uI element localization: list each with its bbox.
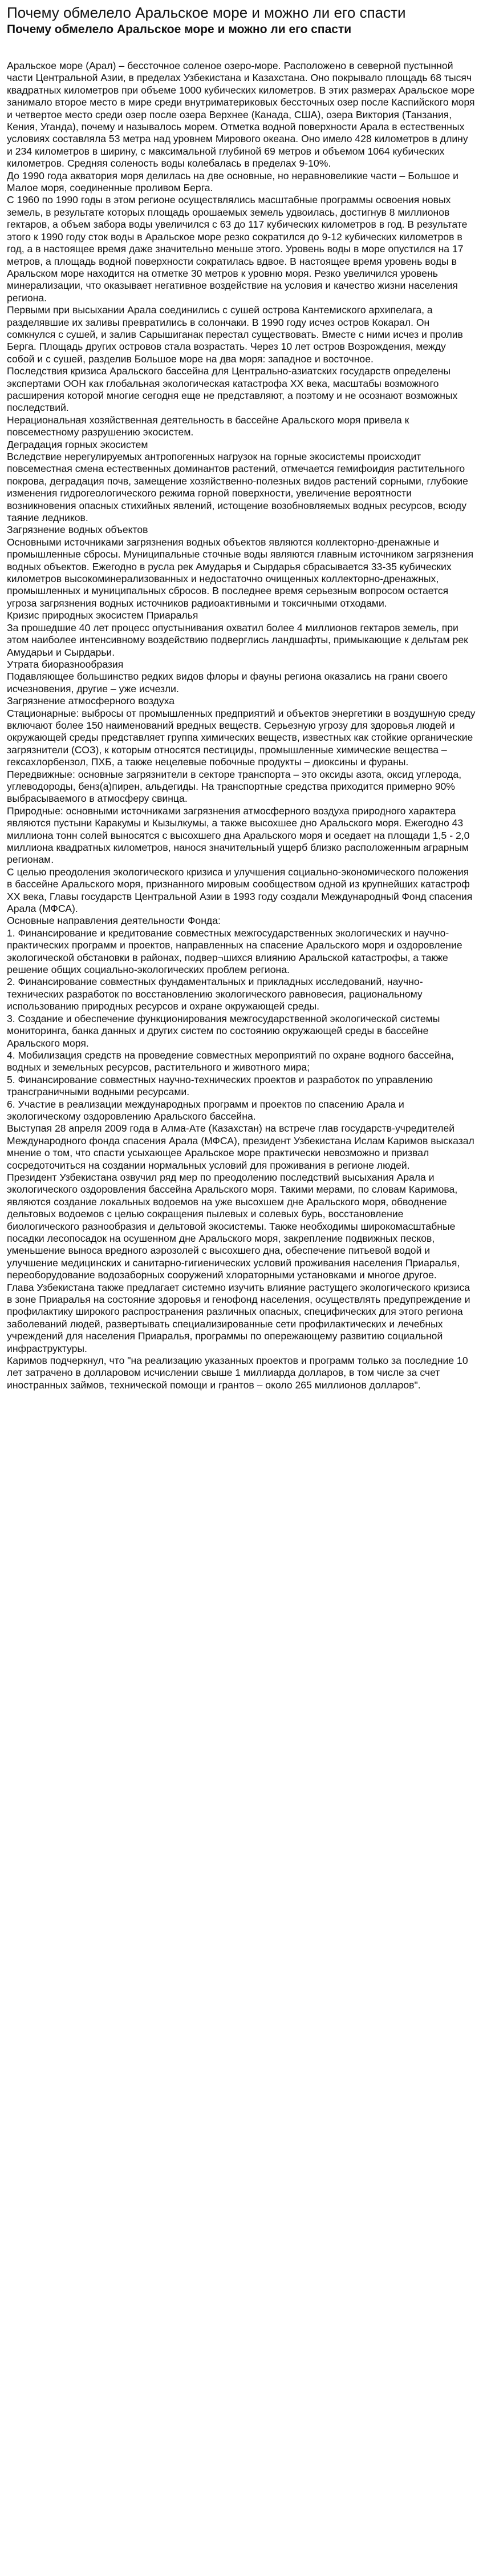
page-title: Почему обмелело Аральское море и можно ли его спасти xyxy=(7,4,406,21)
paragraph: Первыми при высыхании Арала соединились с сушей острова Кантемиского архипелага, а разделявшие их заливы превратились в солончаки. В 1990 году исчез остров Кокарал. Он сомкнулся с сушей, и залив Сарышиганак перестал существовать. Вместе с ними исчез и пролив Берга. Площадь других островов стала возрастать. Через 10 лет остров Возрождения, между собой и с сушей, разделив Большое море на два моря: западное и восточное. xyxy=(7,304,463,365)
paragraph: Кризис природных экосистем Приаралья xyxy=(7,609,198,621)
paragraph: Загрязнение водных объектов xyxy=(7,524,148,536)
paragraph: Стационарные: выбросы от промышленных предприятий и объектов энергетики в воздушную среду включают более 150 наименований вредных веществ. Серьезную угрозу для здоровья людей и окружающей среды представляет группа химических веществ, известных как стойкие органические загрязнители (СОЗ), к которым относятся пестициды, промышленные химические вещества – гексахлорбензол, ПХБ, а также нецелевые побочные продукты – диоксины и фураны. xyxy=(7,707,476,768)
paragraph: Передвижные: основные загрязнители в секторе транспорта – это оксиды азота, оксид углерода, углеводороды, бенз(а)пирен, альдегиды. На транспортные средства приходится примерно 90% выбрасываемого в атмосферу свинца. xyxy=(7,768,462,805)
paragraph: Основные направления деятельности Фонда: 1. Финансирование и кредитование совместных межгосударственных экологических и научно-практических программ и проектов, направленных на спасение Аральского моря и оздоровление экологической обстановки в районах, подвер¬шихся влиянию Аральской катастрофы, а также решение общих социально-экологических проблем региона. 2. Финансирование совместных фундаментальных и прикладных исследований, научно-технических разработок по восстановлению экологического равновесия, рациональному использованию природных ресурсов и охране окружающей среды. 3. Создание и обеспечение функционирования межгосударственной экологической системы мониторинга, банка данных и других систем по состоянию окружающей среды в бассейне Аральского моря. 4. Мобилизация средств на проведение совместных мероприятий по охране водного бассейна, водных и земельных ресурсов, растительного и животного мира; 5. Финансирование совместных научно-технических проектов и разработок по управлению трансграничными водными ресурсами. 6. Участие в реализации международных программ и проектов по спасению Арала и экологическому оздоровлению Аральского бассейна. xyxy=(7,915,462,1122)
paragraph: Глава Узбекистана также предлагает системно изучить влияние растущего экологического кризиса в зоне Приаралья на состояние здоровья и генофонд населения, осуществлять предупреждение и профилактику широкого распространения различных опасных, специфических для этого региона заболеваний людей, развертывать специализированные сети профилактических и лечебных учреждений для населения Приаралья, программы по опережающему развитию социальной инфраструктуры. xyxy=(7,1281,470,1354)
paragraph: Природные: основными источниками загрязнения атмосферного воздуха природного характера являются пустыни Каракумы и Кызылкумы, а также высохшее дно Аральского моря. Ежегодно 43 миллиона тонн солей выносятся с высохшего дна Аральского моря и оседает на площади 1,5 - 2,0 миллиона квадратных километров, нанося значительный ущерб близко расположенным аграрным регионам. xyxy=(7,805,470,866)
paragraph: За прошедшие 40 лет процесс опустынивания охватил более 4 миллионов гектаров земель, при этом наиболее интенсивному воздействию подверглись ландшафты, примыкающие к дельтам рек Амударьи и Сырдарьи. xyxy=(7,621,468,658)
paragraph: Утрата биоразнообразия xyxy=(7,658,124,670)
paragraph: Нерациональная хозяйственная деятельность в бассейне Аральского моря привела к повсеместному разрушению экосистем. xyxy=(7,414,409,438)
article-body xyxy=(7,60,476,1391)
paragraph: Деградация горных экосистем xyxy=(7,438,148,450)
paragraph: До 1990 года акватория моря делилась на две основные, но неравновеликие части – Большое и Малое моря, соединенные проливом Берга. xyxy=(7,169,458,194)
paragraph: С 1960 по 1990 годы в этом регионе осуществлялись масштабные программы освоения новых земель, в результате которых площадь орошаемых земель удвоилась, достигнув 8 миллионов гектаров, а объем забора воды увеличился с 63 до 117 кубических километров в год. В результате этого к 1990 году сток воды в Аральское море резко сократился до 9-12 кубических километров в год, а в настоящее время даже значительно меньше этого. Уровень воды в море опустился на 17 метров, а площадь водной поверхности сократилась вдвое. В настоящее время уровень воды в Аральском море находится на отметке 30 метров к уровню моря. Резко увеличился уровень минерализации, что оказывает негативное воздействие на условия и качество жизни населения региона. xyxy=(7,194,468,304)
paragraph: Вследствие нерегулируемых антропогенных нагрузок на горные экосистемы происходит повсеместная смена естественных доминантов растений, отмечается гемифоидия растительного покрова, деградация почв, замещение хозяйственно-полезных видов растений сорными, глубокие изменения гидрогеологического режима горной поверхности, увеличение вероятности возникновения опасных стихийных явлений, истощение возобновляемых водных ресурсов, всюду таяние ледников. xyxy=(7,451,468,524)
paragraph: Каримов подчеркнул, что "на реализацию указанных проектов и программ только за последние 10 лет затрачено в долларовом исчислении свыше 1 миллиарда долларов, в том числе за счет иностранных займов, технической помощи и грантов – около 265 миллионов долларов". xyxy=(7,1355,468,1391)
paragraph: Загрязнение атмосферного воздуха xyxy=(7,695,174,707)
paragraph: Президент Узбекистана озвучил ряд мер по преодолению последствий высыхания Арала и экологического оздоровления бассейна Аральского моря. Такими мерами, по словам Каримова, являются создание локальных водоемов на уже высохшем дне Аральского моря, обводнение дельтовых водоемов с целью сокращения пылевых и солевых бурь, восстановление биологического разнообразия и дельтовой экосистемы. Также необходимы широкомасштабные посадки лесопосадок на осушенном дне Аральского моря, закрепление подвижных песков, уменьшение выноса вредного аэрозолей с высохшего дна, обеспечение питьевой водой и улучшение медицинских и санитарно-гигиенических условий проживания населения Приаралья, переоборудование водозаборных сооружений хлораторными установками и многое другое. xyxy=(7,1171,460,1281)
paragraph: Подавляющее большинство редких видов флоры и фауны региона оказались на грани своего исчезновения, другие – уже исчезли. xyxy=(7,671,448,695)
paragraph: С целью преодоления экологического кризиса и улучшения социально-экономического положения в бассейне Аральского моря, признанного мировым сообществом одной из крупнейших катастроф XX века, Главы государств Центральной Азии в 1993 году создали Международный Фонд спасения Арала (МФСА). xyxy=(7,866,473,915)
paragraph: Основными источниками загрязнения водных объектов являются коллекторно-дренажные и промышленные сбросы. Муниципальные сточные воды являются главным источником загрязнения водных объектов. Ежегодно в русла рек Амударья и Сырдарья сбрасывается 33-35 кубических километров высокоминерализованных и недостаточно очищенных коллекторно-дренажных, промышленных и муниципальных сбросов. В последнее время серьезным вопросом остается угроза загрязнения водных источников радиоактивными и токсичными отходами. xyxy=(7,536,474,609)
article-subtitle: Почему обмелело Аральское море и можно ли его спасти xyxy=(7,23,352,36)
paragraph: Аральское море (Арал) – бессточное соленое озеро-море. Расположено в северной пустынной части Центральной Азии, в пределах Узбекистана и Казахстана. Оно покрывало площадь 68 тысяч квадратных километров при объеме 1000 кубических километров. В этих размерах Аральское море занимало второе место в мире среди внутриматериковых бессточных озер после Каспийского моря и четвертое место среди озер после озера Верхнее (Канада, США), озера Виктория (Танзания, Кения, Уганда), почему и называлось морем. Отметка водной поверхности Арала в естественных условиях составляла 53 метра над уровнем Мирового океана. Оно имело 428 километров в длину и 234 километров в ширину, с максимальной глубиной 69 метров и объемом 1064 кубических километров. Средняя соленость воды колебалась в пределах 9-10%. xyxy=(7,60,475,169)
paragraph: Выступая 28 апреля 2009 года в Алма-Ате (Казахстан) на встрече глав государств-учредителей Международного фонда спасения Арала (МФСА), президент Узбекистана Ислам Каримов высказал мнение о том, что спасти усыхающее Аральское море практически невозможно и призвал сосредоточиться на создании нормальных условий для проживания в регионе людей. xyxy=(7,1123,474,1171)
paragraph: Последствия кризиса Аральского бассейна для Центрально-азиатских государств определены экспертами ООН как глобальная экологическая катастрофа XX века, масштабы возможного расширения которой многие сегодня еще не представляют, а поэтому и не осознают возможных последствий. xyxy=(7,365,458,414)
